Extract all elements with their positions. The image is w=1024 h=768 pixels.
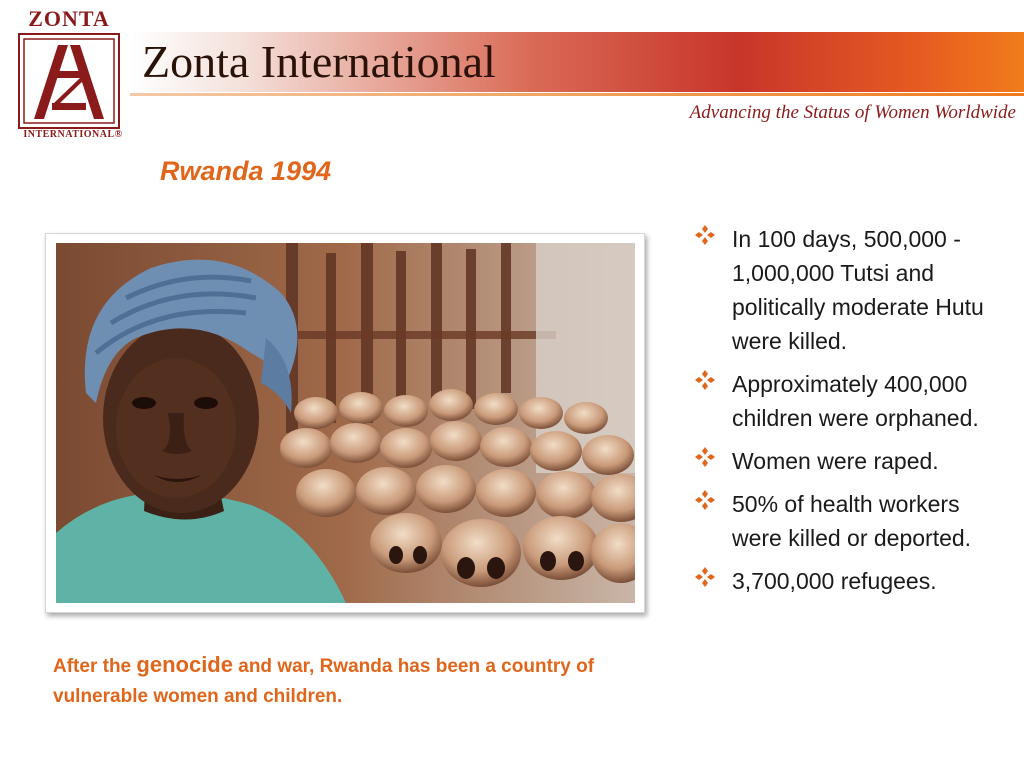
list-item [690,444,1010,478]
tagline: Advancing the Status of Women Worldwide [689,102,1016,123]
list-item [690,564,1010,598]
facts-list [690,222,1010,607]
slide-title: Rwanda 1994 [160,156,332,186]
logo-wordmark: ZONTA [28,6,110,31]
list-item-text: Women were raped. [732,448,939,474]
list-item [690,222,1010,358]
diamond-bullet-icon [694,369,716,391]
photo-caption [53,650,643,712]
zonta-logo-icon [18,33,120,129]
list-item-text: 3,700,000 refugees. [732,568,937,594]
organization-name: Zonta International [142,36,496,87]
caption-post: and war, Rwanda has been a country of vulnerable women and children. [53,656,595,707]
list-item [690,367,1010,435]
memorial-photo [56,243,635,603]
photo-frame [45,233,645,613]
diamond-bullet-icon [694,446,716,468]
caption-emphasis: genocide [136,652,233,677]
list-item-text: In 100 days, 500,000 - 1,000,000 Tutsi and politically moderate Hutu were killed. [732,226,984,354]
list-item-text: 50% of health workers were killed or deported. [732,491,972,551]
diamond-bullet-icon [694,224,716,246]
logo-subtitle: INTERNATIONAL® [23,129,123,140]
diamond-bullet-icon [694,489,716,511]
list-item-text: Approximately 400,000 children were orphaned. [732,371,979,431]
header-rule [130,93,1024,96]
caption-pre: After the [53,656,137,677]
list-item [690,487,1010,555]
diamond-bullet-icon [694,566,716,588]
